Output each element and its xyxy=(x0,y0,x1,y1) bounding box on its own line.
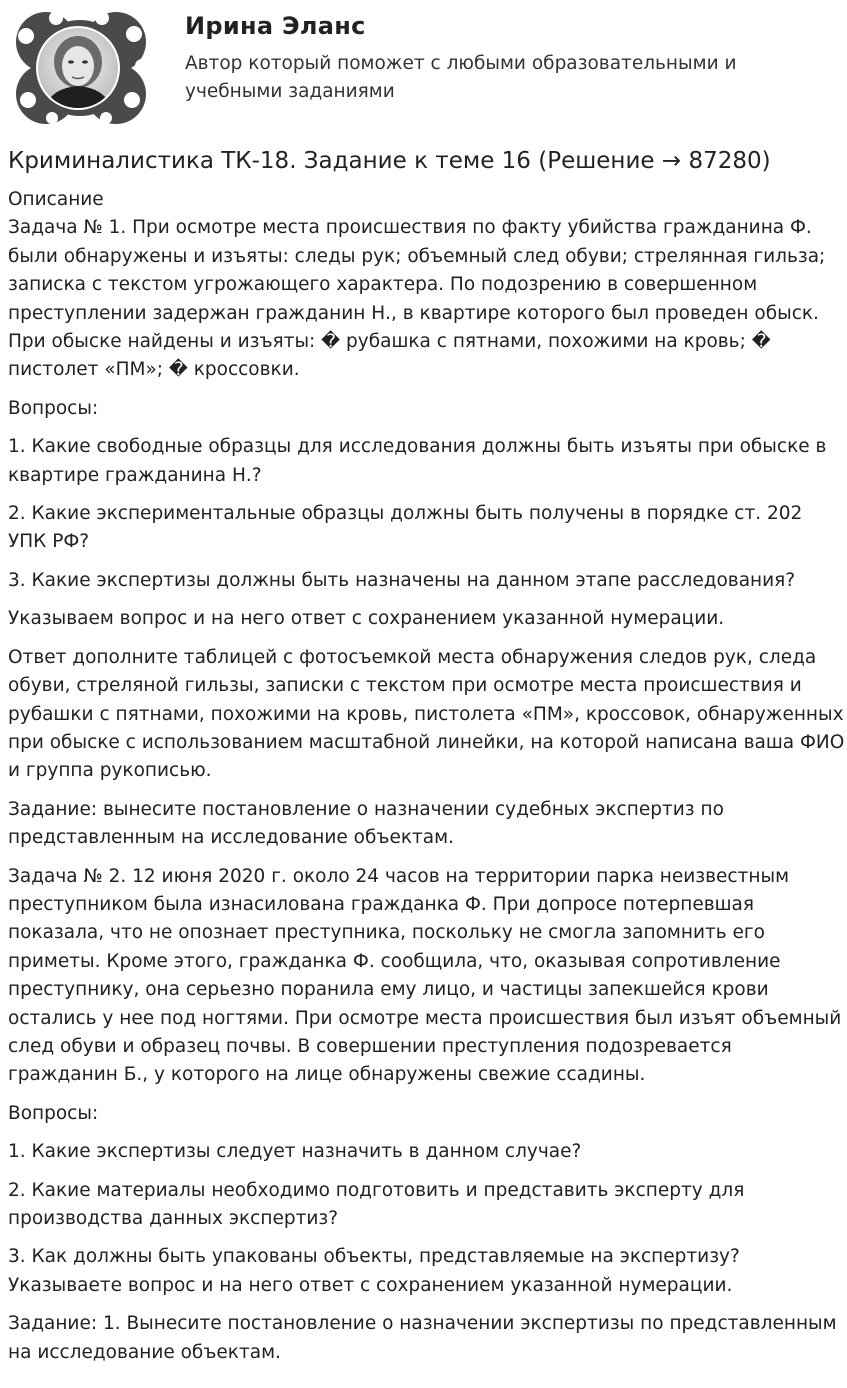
author-avatar xyxy=(6,6,154,128)
task-1-paragraph: Задача № 1. При осмотре места происшествия по факту убийства гражданина Ф. были обнаружены и изъяты: следы рук; объемный след обуви; стрелянная гильза; записка с текстом угрожающего характера. По подозрению в совершенном преступлении задержан гражданин Н., в квартире которого был проведен обыск. При обыске найдены и изъяты: � рубашка с пятнами, похожими на кровь; � пистолет «ПМ»; � кроссовки. xyxy=(8,217,826,381)
question-item: 3. Как должны быть упакованы объекты, представляемые на экспертизу? Указываете вопрос и на него ответ с сохранением указанной нумерации. xyxy=(8,1246,740,1296)
document-body xyxy=(8,186,846,1377)
assignment-paragraph: Задание: 1. Вынесите постановление о назначении экспертизы по представленным на исследование объектам. xyxy=(8,1313,837,1363)
question-item: 1. Какие свободные образцы для исследования должны быть изъяты при обыске в квартире гражданина Н.? xyxy=(8,436,827,486)
question-item: 2. Какие материалы необходимо подготовить и представить эксперту для производства данных экспертиз? xyxy=(8,1179,745,1229)
task-2-paragraph: Задача № 2. 12 июня 2020 г. около 24 часов на территории парка неизвестным преступником была изнасилована гражданка Ф. При допросе потерпевшая показала, что не опознает преступника, поскольку не смогла запомнить его приметы. Кроме этого, гражданка Ф. сообщила, что, оказывая сопротивление преступнику, она серьезно поранила ему лицо, и частицы запекшейся крови остались у нее под ногтями. При осмотре места происшествия был изъят объемный след обуви и образец почвы. В совершении преступления подозревается гражданин Б., у которого на лице обнаружены свежие ссадины. xyxy=(8,865,842,1086)
questions-label: Вопросы: xyxy=(8,397,99,419)
question-item: 1. Какие экспертизы следует назначить в данном случае? xyxy=(8,1141,582,1163)
instruction-paragraph: Указываем вопрос и на него ответ с сохранением указанной нумерации. xyxy=(8,608,725,630)
author-header xyxy=(0,0,847,174)
question-item: 3. Какие экспертизы должны быть назначены на данном этапе расследования? xyxy=(8,569,796,591)
section-label: Описание xyxy=(8,189,104,210)
film-reel-avatar-icon xyxy=(6,6,154,128)
author-description: Автор который поможет с любыми образовательными и учебными заданиями xyxy=(185,53,737,102)
instruction-paragraph: Ответ дополните таблицей с фотосъемкой места обнаружения следов рук, следа обуви, стреляной гильзы, записки с текстом при осмотре места происшествия и рубашки с пятнами, похожими на кровь, пистолета «ПМ», кроссовок, обнаруженных при обыске с использованием масштабной линейки, на которой написана ваша ФИО и группа рукописью. xyxy=(8,646,845,782)
author-name: Ирина Эланс xyxy=(185,12,366,40)
questions-label: Вопросы: xyxy=(8,1102,99,1124)
assignment-paragraph: Задание: вынесите постановление о назначении судебных экспертиз по представленным на исследование объектам. xyxy=(8,798,724,849)
document-title: Криминалистика ТК-18. Задание к теме 16 (Решение → 87280) xyxy=(8,148,771,174)
question-item: 2. Какие экспериментальные образцы должны быть получены в порядке ст. 202 УПК РФ? xyxy=(8,503,803,553)
